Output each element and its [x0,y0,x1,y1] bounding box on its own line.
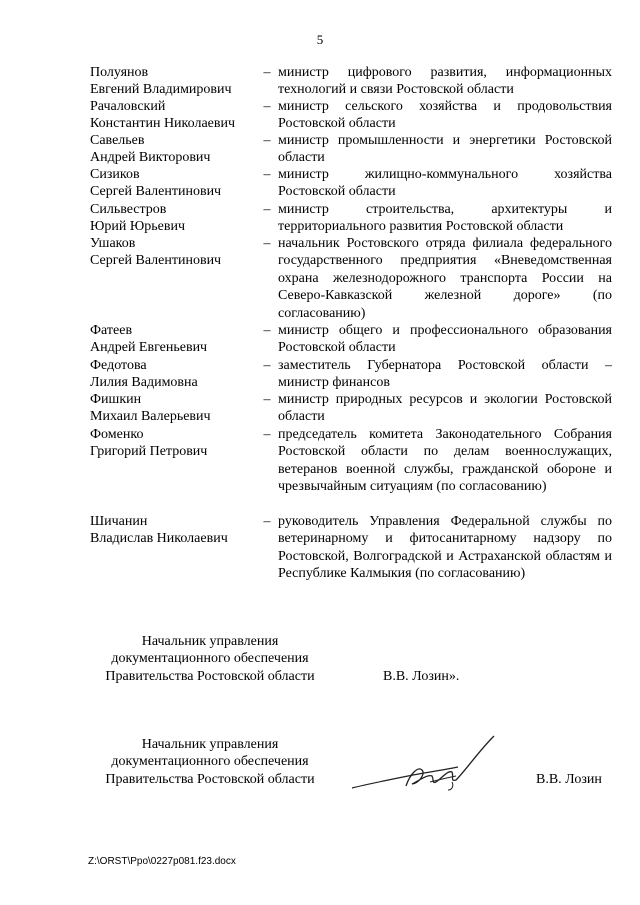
dash: – [263,65,271,80]
member-name: Фатеев Андрей Евгеньевич [90,323,208,356]
member-name: Полуянов Евгений Владимирович [90,65,232,98]
dash: – [263,167,271,182]
member-role: начальник Ростовского отряда филиала федерального государственного предприятия «Вневедомственная охрана железнодорожного транспорта России на Северо-Кавказской железной дороге» (по согласованию) [278,236,612,321]
handwritten-signature [348,730,498,800]
signatory-name: В.В. Лозин [536,772,602,787]
member-name: Фоменко Григорий Петрович [90,427,208,460]
member-name: Рачаловский Константин Николаевич [90,99,236,132]
dash: – [263,392,271,407]
member-role: министр цифрового развития, информационных технологий и связи Ростовской области [278,65,612,98]
dash: – [263,427,271,442]
member-name: Ушаков Сергей Валентинович [90,236,222,269]
member-role: заместитель Губернатора Ростовской области – министр финансов [278,358,612,391]
file-path-footer: Z:\ORST\Ppo\0227p081.f23.docx [88,856,236,867]
member-role: руководитель Управления Федеральной службы по ветеринарному и фитосанитарному надзору по Ростовской, Волгоградской и Астраханской областям и Республике Калмыкия (по согласованию) [278,514,612,582]
member-role: председатель комитета Законодательного Собрания Ростовской области по делам военнослужащих, ветеранов военной службы, гражданской обороне и чрезвычайным ситуациям (по согласованию) [278,427,612,495]
member-role: министр промышленности и энергетики Ростовской области [278,133,612,166]
member-role: министр общего и профессионального образования Ростовской области [278,323,612,356]
member-name: Шичанин Владислав Николаевич [90,514,228,547]
member-name: Сильвестров Юрий Юрьевич [90,202,186,235]
member-name: Савельев Андрей Викторович [90,133,211,166]
dash: – [263,358,271,373]
dash: – [263,236,271,251]
dash: – [263,514,271,529]
signatory-title: Начальник управления документационного обеспечения Правительства Ростовской области [105,737,315,787]
dash: – [263,323,271,338]
member-role: министр природных ресурсов и экологии Ростовской области [278,392,612,425]
signatory-title: Начальник управления документационного обеспечения Правительства Ростовской области [105,634,315,684]
member-role: министр сельского хозяйства и продовольствия Ростовской области [278,99,612,132]
page-number: 5 [316,32,324,47]
signatory-name: В.В. Лозин». [383,669,460,684]
dash: – [263,133,271,148]
dash: – [263,99,271,114]
member-name: Фишкин Михаил Валерьевич [90,392,211,425]
member-role: министр строительства, архитектуры и территориального развития Ростовской области [278,202,612,235]
dash: – [263,202,271,217]
member-name: Федотова Лилия Вадимовна [90,358,198,391]
member-name: Сизиков Сергей Валентинович [90,167,222,200]
member-role: министр жилищно-коммунального хозяйства Ростовской области [278,167,612,200]
